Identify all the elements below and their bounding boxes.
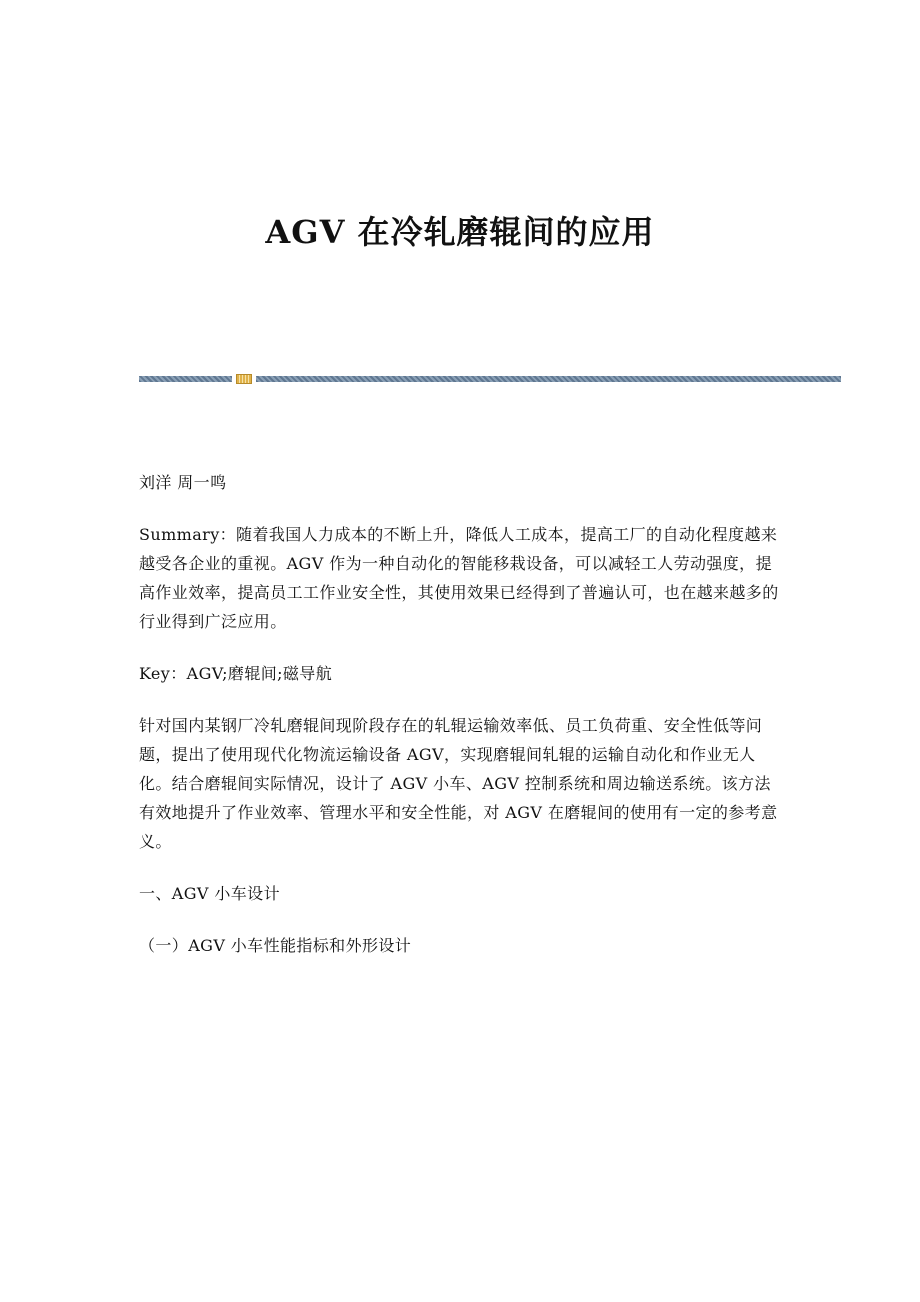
summary-text: 随着我国人力成本的不断上升，降低人工成本，提高工厂的自动化程度越来越受各企业的重视。AGV 作为一种自动化的智能移栽设备，可以减轻工人劳动强度，提高作业效率，提高员工工作业安全性，其使用效果已经得到了普遍认可，也在越来越多的行业得到广泛应用。 — [139, 525, 779, 631]
divider-bar-right — [256, 376, 841, 382]
title-divider — [139, 374, 841, 384]
authors-line: 刘洋 周一鸣 — [139, 473, 227, 492]
keywords-label: Key： — [139, 664, 187, 683]
document-title: AGV 在冷轧磨辊间的应用 — [265, 213, 655, 251]
summary-label: Summary： — [139, 525, 237, 544]
document-body — [139, 468, 779, 983]
intro-paragraph: 针对国内某钢厂冷轧磨辊间现阶段存在的轧辊运输效率低、员工负荷重、安全性低等问题，提出了使用现代化物流运输设备 AGV，实现磨辊间轧辊的运输自动化和作业无人化。结合磨辊间实际情况，设计了 AGV 小车、AGV 控制系统和周边输送系统。该方法有效地提升了作业效率、管理水平和安全性能，对 AGV 在磨辊间的使用有一定的参考意义。 — [139, 716, 778, 851]
divider-ornament-icon — [236, 374, 252, 384]
divider-bar-left — [139, 376, 232, 382]
keywords-paragraph — [139, 659, 779, 688]
section-heading: 一、AGV 小车设计 — [139, 884, 280, 903]
subsection-heading: （一）AGV 小车性能指标和外形设计 — [139, 936, 412, 955]
summary-paragraph — [139, 520, 779, 636]
keywords-text: AGV;磨辊间;磁导航 — [186, 664, 333, 683]
